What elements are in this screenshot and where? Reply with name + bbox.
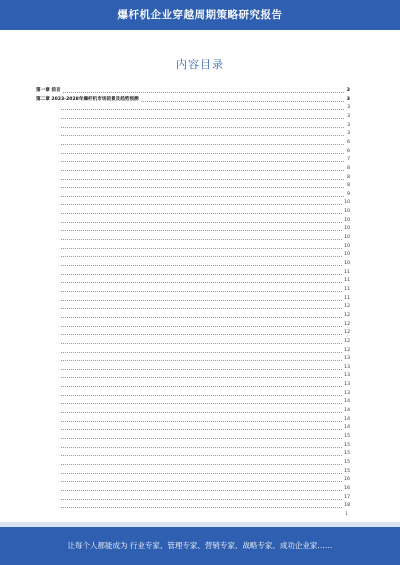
toc-entry-page: 14 (343, 415, 350, 425)
toc-entry-page: 10 (343, 207, 350, 217)
toc-entry-page: 12 (343, 337, 350, 347)
toc-entry-label (58, 140, 60, 145)
toc-leader-dots (58, 144, 344, 145)
toc-entry-label (58, 105, 60, 110)
toc-leader-dots (58, 352, 344, 353)
toc-leader-dots (58, 429, 344, 430)
toc-entry-label: 第一章 前言 (36, 88, 61, 93)
toc-entry-label (58, 434, 60, 439)
toc-leader-dots (58, 308, 344, 309)
toc-leader-dots (58, 161, 344, 162)
toc-entry-label (58, 296, 60, 301)
toc-leader-dots (58, 109, 344, 110)
toc-leader-dots (58, 490, 344, 491)
toc-entry-page: 13 (343, 371, 350, 381)
toc-entry-page: 18 (343, 501, 350, 511)
toc-entry-label (58, 131, 60, 136)
toc-entry[interactable] (58, 501, 350, 511)
toc-entry-label (58, 209, 60, 214)
toc-leader-dots (58, 386, 344, 387)
toc-entry-label (58, 278, 60, 283)
toc-entry-label (58, 175, 60, 180)
toc-entry-label (58, 261, 60, 266)
toc-leader-dots (58, 334, 344, 335)
toc-leader-dots (58, 213, 344, 214)
toc-entry-page: 11 (343, 276, 350, 286)
toc-entry-page: 16 (343, 475, 350, 485)
toc-leader-dots (58, 464, 344, 465)
toc-leader-dots (58, 179, 344, 180)
toc-entry-page: 8 (346, 173, 350, 183)
toc-entry-page: 12 (343, 320, 350, 330)
toc-entry-page: 13 (343, 354, 350, 364)
toc-entry-label (58, 339, 60, 344)
toc-entry-label (58, 244, 60, 249)
toc-entry-page: 10 (343, 250, 350, 260)
toc-entry-page: 13 (343, 389, 350, 399)
toc-entry-label (58, 425, 60, 430)
toc-entry-label (58, 503, 60, 508)
toc-entry-page: 7 (346, 155, 350, 165)
toc-leader-dots (58, 412, 344, 413)
toc-leader-dots (58, 256, 344, 257)
toc-leader-dots (58, 222, 344, 223)
toc-entry-page: 12 (343, 328, 350, 338)
toc-leader-dots (58, 153, 344, 154)
toc-entry-label (58, 417, 60, 422)
toc-entry-label (58, 495, 60, 500)
toc-entry-label (58, 270, 60, 275)
toc-heading: 内容目录 (176, 58, 224, 71)
toc-entry-label (58, 252, 60, 257)
toc-entry-page: 12 (343, 311, 350, 321)
toc-leader-dots (58, 274, 344, 275)
toc-entry-page: 10 (343, 216, 350, 226)
toc-entry-page: 10 (343, 224, 350, 234)
toc-entry-label (58, 166, 60, 171)
toc-leader-dots (58, 343, 344, 344)
toc-entry-label (58, 114, 60, 119)
toc-entry-page: 6 (346, 147, 350, 157)
toc-entry-page: 15 (343, 432, 350, 442)
toc-entry-label (58, 218, 60, 223)
toc-entry-page: 8 (346, 164, 350, 174)
toc-leader-dots (58, 360, 344, 361)
toc-entry-label (58, 356, 60, 361)
toc-leader-dots (58, 187, 344, 188)
toc-entry-label (58, 123, 60, 128)
toc-entry-label (58, 391, 60, 396)
toc-leader-dots (58, 447, 344, 448)
toc-leader-dots (58, 317, 344, 318)
toc-leader-dots (58, 135, 344, 136)
toc-leader-dots (58, 403, 344, 404)
toc-entry-label (58, 235, 60, 240)
toc-entry-page: 10 (343, 198, 350, 208)
toc-leader-dots (58, 248, 344, 249)
toc-leader-dots (58, 369, 344, 370)
toc-leader-dots (58, 230, 344, 231)
toc-entry-label (58, 365, 60, 370)
toc-entry-page: 3 (346, 103, 350, 113)
toc-entry-page: 13 (343, 363, 350, 373)
toc-entry-page: 16 (343, 484, 350, 494)
toc-leader-dots (58, 499, 344, 500)
toc-leader-dots (58, 127, 344, 128)
toc-entry-page: 9 (346, 190, 350, 200)
toc-entry-label (58, 322, 60, 327)
toc-entry-label (58, 157, 60, 162)
toc-entry-page: 14 (343, 397, 350, 407)
toc-entry-page: 6 (346, 138, 350, 148)
toc-entry-page: 11 (343, 285, 350, 295)
toc-leader-dots (58, 282, 344, 283)
toc-leader-dots (58, 196, 344, 197)
toc-entry-label (58, 304, 60, 309)
toc-leader-dots (58, 291, 344, 292)
toc-entry-page: 3 (346, 129, 350, 139)
toc-entry-label (58, 149, 60, 154)
toc-entry-label (58, 373, 60, 378)
toc-entry-label (58, 183, 60, 188)
toc-entry-page: 17 (343, 493, 350, 503)
toc-entry-label (58, 313, 60, 318)
footer-slogan: 让每个人都能成为 行业专家、管理专家、营销专家、战略专家、成功企业家…… (67, 541, 333, 550)
toc-entry-page: 3 (346, 121, 350, 131)
toc-entry-label (58, 330, 60, 335)
toc-entry-label (58, 399, 60, 404)
toc-entry-label (58, 469, 60, 474)
toc-leader-dots (58, 377, 344, 378)
report-title: 爆杆机企业穿越周期策略研究报告 (117, 9, 283, 21)
toc-entry-label (58, 477, 60, 482)
toc-entry-page: 3 (346, 112, 350, 122)
toc-leader-dots (58, 204, 344, 205)
toc-entry-page: 8 (346, 181, 350, 191)
toc-leader-dots (58, 473, 344, 474)
toc-leader-dots (58, 507, 344, 508)
toc-entry-label (58, 451, 60, 456)
toc-leader-dots (58, 481, 344, 482)
toc-leader-dots (58, 438, 344, 439)
toc-entry-page: 3 (346, 86, 350, 96)
toc-entry-page: 12 (343, 346, 350, 356)
toc-leader-dots (58, 421, 344, 422)
toc-entry-page: 3 (346, 95, 350, 105)
toc-entry-label (58, 226, 60, 231)
toc-leader-dots (58, 300, 344, 301)
toc-entry-label (58, 192, 60, 197)
toc-entry-page: 15 (343, 449, 350, 459)
toc-leader-dots (58, 395, 344, 396)
toc-leader-dots (58, 170, 344, 171)
toc-entry-label (58, 287, 60, 292)
toc-entry-page: 10 (343, 242, 350, 252)
toc-entry-label (58, 443, 60, 448)
toc-entry-label (58, 200, 60, 205)
toc-leader-dots (36, 92, 344, 93)
toc-entry-label: 第二章 2023-2028年爆杆机市场前景及趋势预测 (36, 96, 139, 102)
toc-entry-page: 12 (343, 302, 350, 312)
toc-leader-dots (58, 118, 344, 119)
toc-entry-page: 13 (343, 380, 350, 390)
toc-entry-page: 10 (343, 259, 350, 269)
toc-entry-label (58, 382, 60, 387)
page-number: 1 (345, 512, 348, 517)
toc-leader-dots (58, 455, 344, 456)
toc-entry-page: 14 (343, 423, 350, 433)
toc-entry-label (58, 408, 60, 413)
toc-entry-label (58, 348, 60, 353)
toc-entry-page: 15 (343, 467, 350, 477)
toc-leader-dots (58, 239, 344, 240)
toc-entry-page: 15 (343, 458, 350, 468)
toc-leader-dots (58, 265, 344, 266)
toc-entry-page: 10 (343, 233, 350, 243)
toc-entry-page: 11 (343, 268, 350, 278)
toc-entry-page: 15 (343, 441, 350, 451)
toc-entry-label (58, 486, 60, 491)
toc-entry-page: 14 (343, 406, 350, 416)
toc-leader-dots (58, 326, 344, 327)
toc-entry-page: 11 (343, 294, 350, 304)
toc-entry-label (58, 460, 60, 465)
